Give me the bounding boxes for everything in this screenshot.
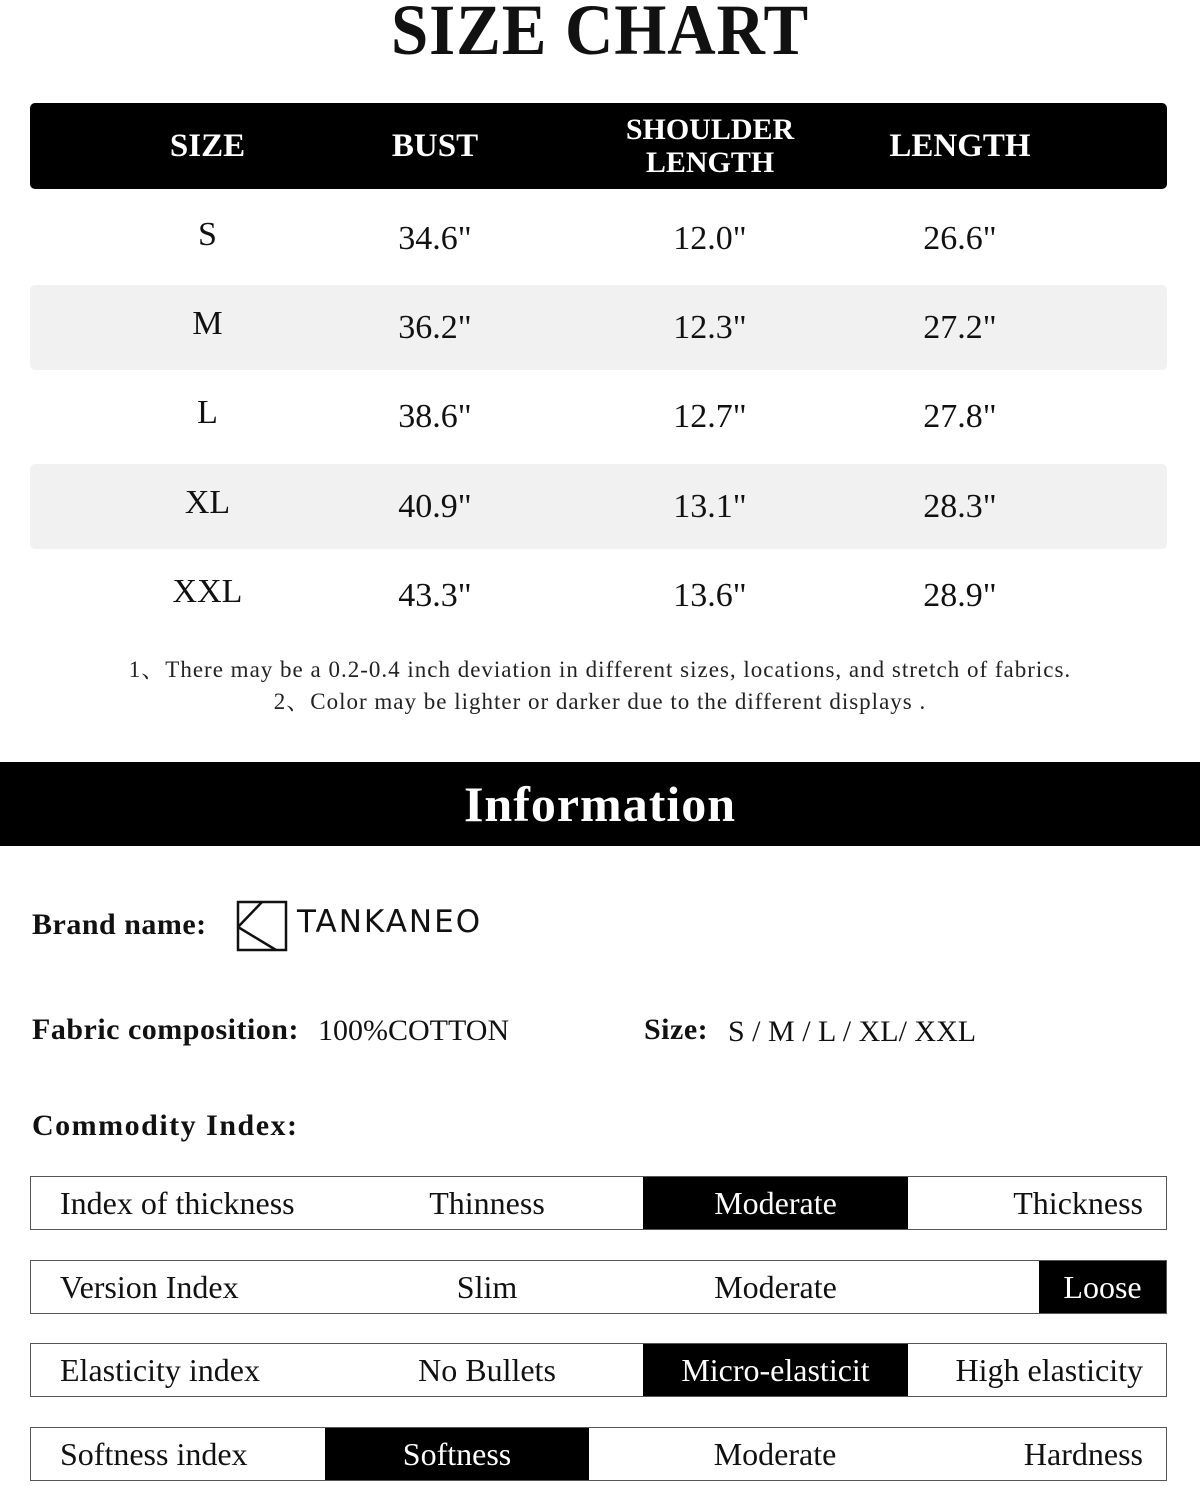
brand-label: Brand name:: [32, 908, 207, 941]
index-option: High elasticity: [955, 1351, 1143, 1388]
cell-length: 28.9": [923, 576, 997, 614]
header-shoulder-length: [595, 103, 825, 189]
header-shoulder-line1: SHOULDER: [625, 113, 795, 146]
index-option-selected: Loose: [1039, 1261, 1166, 1313]
cell-size: L: [197, 393, 218, 431]
size-table-header: [30, 103, 1167, 189]
table-row: [30, 285, 1167, 370]
cell-shoulder: 12.7": [673, 397, 747, 435]
index-bar-thickness: [30, 1176, 1167, 1230]
information-heading: Information: [0, 762, 1200, 846]
index-label: Index of thickness: [60, 1184, 295, 1221]
index-option: Slim: [456, 1268, 518, 1305]
cell-length: 26.6": [923, 219, 997, 257]
size-label: Size:: [644, 1013, 709, 1046]
cell-size: M: [192, 304, 223, 342]
header-bust: BUST: [391, 127, 479, 164]
cell-size: XL: [184, 483, 231, 521]
fabric-label: Fabric composition:: [32, 1013, 299, 1046]
index-option-selected: Softness: [325, 1428, 589, 1480]
cell-length: 27.2": [923, 308, 997, 346]
index-bar-elasticity: [30, 1343, 1167, 1397]
cell-bust: 43.3": [398, 576, 472, 614]
note-color: 2、Color may be lighter or darker due to the different displays .: [273, 689, 927, 714]
header-shoulder-line2: LENGTH: [645, 146, 775, 179]
note-deviation: 1、There may be a 0.2-0.4 inch deviation in different sizes, locations, and stretch of fabrics.: [128, 657, 1072, 682]
commodity-index-label: Commodity Index:: [32, 1109, 299, 1142]
index-label: Version Index: [60, 1268, 239, 1305]
index-option-selected: Moderate: [643, 1177, 908, 1229]
page-title: SIZE CHART: [390, 0, 810, 70]
fabric-value: 100%COTTON: [318, 1014, 510, 1047]
cell-length: 28.3": [923, 487, 997, 525]
index-option: No Bullets: [418, 1351, 556, 1388]
cell-bust: 36.2": [398, 308, 472, 346]
cell-bust: 40.9": [398, 487, 472, 525]
index-bar-softness: [30, 1427, 1167, 1481]
cell-bust: 38.6": [398, 397, 472, 435]
index-option: Thickness: [1013, 1184, 1143, 1221]
cell-shoulder: 12.0": [673, 219, 747, 257]
index-label: Softness index: [60, 1435, 248, 1472]
index-bar-version: [30, 1260, 1167, 1314]
index-option: Thinness: [429, 1184, 545, 1221]
cell-shoulder: 12.3": [673, 308, 747, 346]
cell-bust: 34.6": [398, 219, 472, 257]
cell-shoulder: 13.6": [673, 576, 747, 614]
size-value: S / M / L / XL/ XXL: [728, 1015, 977, 1048]
cell-shoulder: 13.1": [673, 487, 747, 525]
table-row: [30, 374, 1167, 459]
index-option-selected: Micro-elasticit: [643, 1344, 908, 1396]
header-size: SIZE: [169, 127, 246, 164]
table-row: [30, 553, 1167, 638]
cell-length: 27.8": [923, 397, 997, 435]
index-label: Elasticity index: [60, 1351, 260, 1388]
index-option: Moderate: [713, 1435, 837, 1472]
header-length: LENGTH: [889, 127, 1031, 164]
index-option: Hardness: [1023, 1435, 1143, 1472]
cell-size: S: [198, 215, 217, 253]
table-row: [30, 196, 1167, 281]
brand-name: TANKANEO: [297, 904, 483, 940]
cell-size: XXL: [172, 572, 243, 610]
index-option: Moderate: [714, 1268, 837, 1305]
brand-logo-icon: [236, 900, 288, 952]
table-row: [30, 464, 1167, 549]
